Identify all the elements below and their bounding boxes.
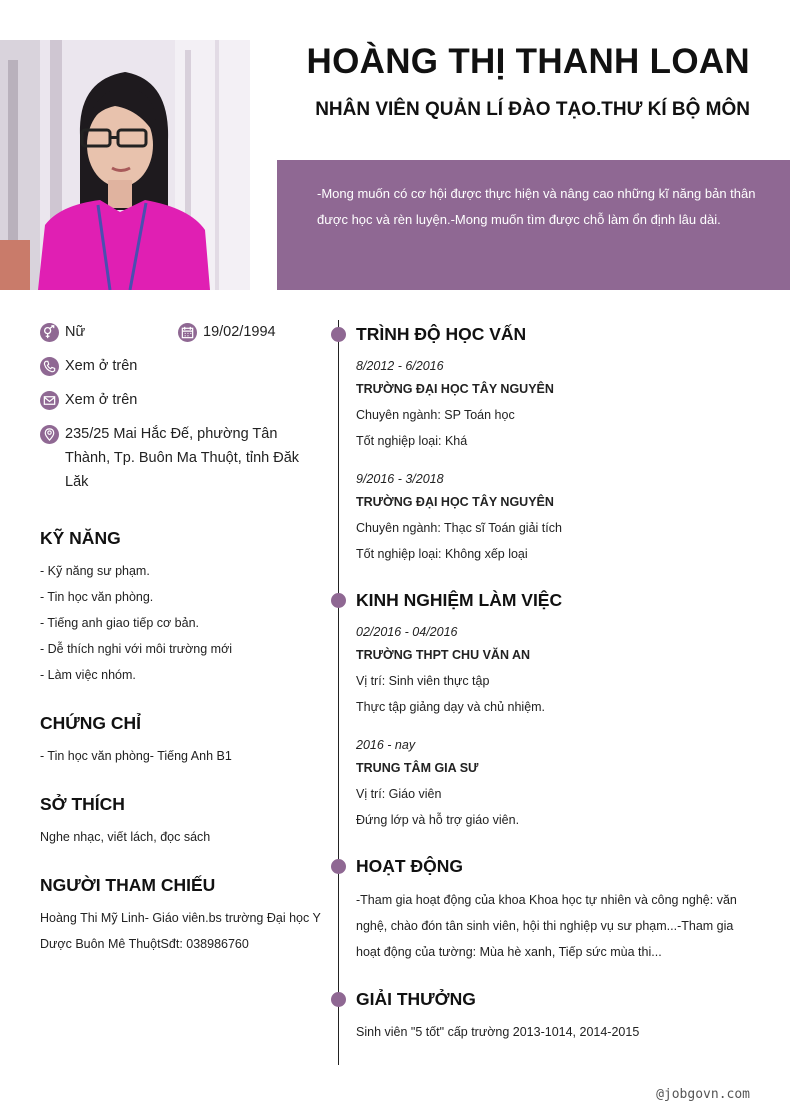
job-title: NHÂN VIÊN QUẢN LÍ ĐÀO TẠO.THƯ KÍ BỘ MÔN [315,99,750,120]
entry-line: Vị trí: Giáo viên [356,787,442,801]
activities-text: -Tham gia hoạt động của khoa Khoa học tự nhiên và công nghệ: văn nghệ, chào đón tân sinh viên, hội thi nghiệp vụ sư phạm...-Tham gia hoạt động của tường: Mùa hè xanh, Tiếp sức mùa thi... [356,893,737,959]
watermark: @jobgovn.com [656,1087,750,1102]
objective-text: -Mong muốn có cơ hội được thực hiện và nâng cao những kĩ năng bản thân được học và rèn luyện.-Mong muốn tìm được chỗ làm ổn định lâu dài. [317,186,756,227]
entry-line: Tốt nghiệp loại: Khá [356,434,468,448]
candidate-name: HOÀNG THỊ THANH LOAN [306,42,750,81]
experience-entry [356,735,756,833]
skill-item: - Làm việc nhóm. [40,668,136,682]
timeline-dot [331,859,346,874]
entry-date: 8/2012 - 6/2016 [356,359,444,373]
certificates-title: CHỨNG CHỈ [40,713,142,733]
entry-line: Chuyên ngành: Thạc sĩ Toán giải tích [356,521,562,535]
profile-photo [0,40,250,290]
references-text: Hoàng Thi Mỹ Linh- Giáo viên.bs trường Đại học Y Dược Buôn Mê ThuộtSđt: 038986760 [40,911,321,951]
calendar-icon [178,323,197,342]
skill-item: - Kỹ năng sư phạm. [40,564,150,578]
entry-org: TRƯỜNG ĐẠI HỌC TÂY NGUYÊN [356,495,554,509]
entry-org: TRUNG TÂM GIA SƯ [356,761,479,775]
experience-title: KINH NGHIỆM LÀM VIỆC [356,590,563,610]
gender-icon [40,323,59,342]
experience-entry [356,622,756,720]
awards-text: Sinh viên "5 tốt" cấp trường 2013-1014, 2014-2015 [356,1025,640,1039]
entry-line: Đứng lớp và hỗ trợ giáo viên. [356,813,520,827]
entry-date: 9/2016 - 3/2018 [356,472,444,486]
hobbies-title: SỞ THÍCH [40,794,125,814]
skill-item: - Tin học văn phòng. [40,590,154,604]
entry-date: 2016 - nay [356,738,416,752]
birthday-value: 19/02/1994 [203,324,276,340]
skill-item: - Tiếng anh giao tiếp cơ bản. [40,616,199,630]
education-entry [356,469,756,567]
education-entry [356,356,756,454]
skill-item: - Dễ thích nghi với môi trường mới [40,642,233,656]
entry-org: TRƯỜNG THPT CHU VĂN AN [356,648,531,662]
certificates-text: - Tin học văn phòng- Tiếng Anh B1 [40,749,232,763]
entry-org: TRƯỜNG ĐẠI HỌC TÂY NGUYÊN [356,382,554,396]
references-title: NGƯỜI THAM CHIẾU [40,875,216,895]
timeline-line [338,320,339,1065]
timeline-dot [331,327,346,342]
mail-icon [40,391,59,410]
hobbies-text: Nghe nhạc, viết lách, đọc sách [40,830,211,844]
address-value: 235/25 Mai Hắc Đế, phường Tân Thành, Tp. Buôn Ma Thuột, tỉnh Đăk Lăk [65,426,300,490]
entry-date: 02/2016 - 04/2016 [356,625,458,639]
timeline-dot [331,593,346,608]
education-title: TRÌNH ĐỘ HỌC VẤN [356,324,527,344]
entry-line: Tốt nghiệp loại: Không xếp loại [356,547,528,561]
entry-line: Vị trí: Sinh viên thực tập [356,674,490,688]
entry-line: Chuyên ngành: SP Toán học [356,408,515,422]
location-icon [40,425,59,444]
skills-list [40,558,232,688]
career-objective [277,160,790,290]
email-value: Xem ở trên [65,392,138,408]
phone-icon [40,357,59,376]
timeline-dot [331,992,346,1007]
awards-title: GIẢI THƯỞNG [356,989,476,1009]
skills-title: KỸ NĂNG [40,528,121,548]
phone-value: Xem ở trên [65,358,138,374]
gender-value: Nữ [65,324,86,340]
entry-line: Thực tập giảng dạy và chủ nhiệm. [356,700,546,714]
activities-title: HOẠT ĐỘNG [356,856,463,876]
